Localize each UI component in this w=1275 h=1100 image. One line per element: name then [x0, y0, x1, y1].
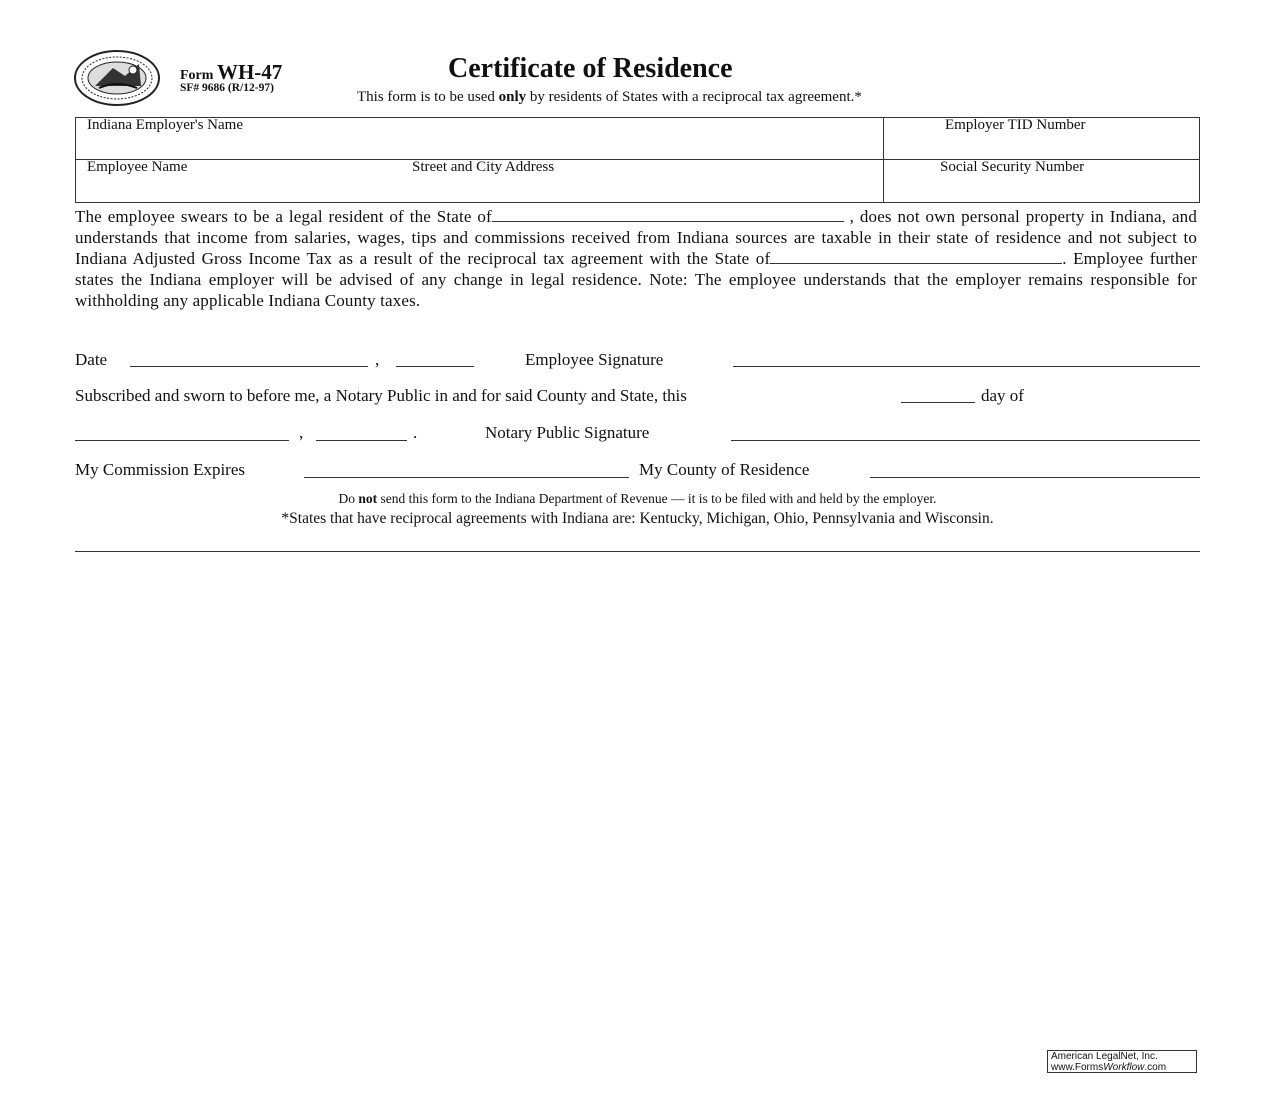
filing-note-emphasis: not [358, 491, 378, 506]
county-residence-input[interactable] [870, 477, 1200, 478]
agreement-state-input[interactable] [770, 249, 1062, 264]
page-title: Certificate of Residence [448, 53, 733, 84]
date-comma: , [375, 350, 380, 369]
subscribed-text: Subscribed and sworn to before me, a Notary Public in and for said County and State, this [75, 386, 687, 405]
filing-note [75, 491, 1200, 507]
declaration-paragraph [75, 206, 1197, 311]
employee-signature-label: Employee Signature [525, 350, 664, 369]
day-of-label: day of [981, 386, 1024, 405]
resident-state-input[interactable] [492, 207, 844, 222]
county-residence-label: My County of Residence [639, 460, 810, 479]
notary-signature-input[interactable] [731, 440, 1200, 441]
declaration-part1: The employee swears to be a legal resident of the State of [75, 207, 492, 226]
employer-tid-field[interactable]: Employer TID Number [945, 117, 1086, 133]
subtitle-text-end: by residents of States with a reciprocal tax agreement.* [526, 89, 862, 105]
notary-comma: , [299, 423, 304, 442]
filing-note-text: Do [338, 491, 359, 506]
legalnet-url [1051, 1062, 1196, 1073]
subtitle-text: This form is to be used [357, 89, 499, 105]
declaration-part2: , does not own personal property in Indiana, and understands that income from salaries, wages, tips and commissions received from Indiana sources are taxable in their state of residence and not subject to Indiana Adjusted Gross Income Tax as a result of the reciprocal tax agreement with the State of [75, 207, 1197, 268]
date-input[interactable] [130, 366, 368, 367]
commission-expires-label: My Commission Expires [75, 460, 246, 479]
legalnet-url-suffix: .com [1144, 1062, 1167, 1073]
employer-name-field[interactable]: Indiana Employer's Name [87, 117, 243, 133]
form-subtitle [357, 89, 862, 106]
legalnet-name: American LegalNet, Inc. [1051, 1051, 1158, 1062]
form-id: WH-47 [216, 60, 283, 84]
subtitle-emphasis: only [498, 89, 527, 105]
notary-period: . [413, 423, 418, 442]
form-word: Form [180, 68, 214, 83]
sf-number: SF# 9686 (R/12-97) [180, 82, 274, 94]
day-input[interactable] [901, 402, 975, 403]
state-seal-icon [73, 50, 161, 106]
legalnet-badge [1047, 1050, 1197, 1073]
reciprocal-states-note: *States that have reciprocal agreements with Indiana are: Kentucky, Michigan, Ohio, Pennsylvania and Wisconsin. [281, 510, 994, 527]
notary-year-input[interactable] [316, 440, 407, 441]
bottom-divider [75, 551, 1200, 552]
employee-signature-input[interactable] [733, 366, 1200, 367]
legalnet-url-italic: Workflow [1103, 1062, 1145, 1073]
declaration-part3: . Employee further states the Indiana employer will be advised of any change in legal residence. Note: The employee understands that the employer remains responsible for withholding any applicable Indiana County taxes. [75, 249, 1198, 310]
month-input[interactable] [75, 440, 289, 441]
notary-signature-label: Notary Public Signature [485, 423, 650, 442]
ssn-field[interactable]: Social Security Number [940, 159, 1085, 175]
legalnet-url-prefix: www.Forms [1051, 1062, 1104, 1073]
employee-name-field[interactable]: Employee Name [87, 159, 188, 175]
street-city-field[interactable]: Street and City Address [412, 159, 555, 175]
date-label: Date [75, 350, 108, 369]
commission-expires-input[interactable] [304, 477, 629, 478]
table-column-divider [883, 117, 884, 202]
year-input[interactable] [396, 366, 474, 367]
filing-note-text-end: send this form to the Indiana Department of Revenue — it is to be filed with and held by the employer. [377, 491, 937, 506]
